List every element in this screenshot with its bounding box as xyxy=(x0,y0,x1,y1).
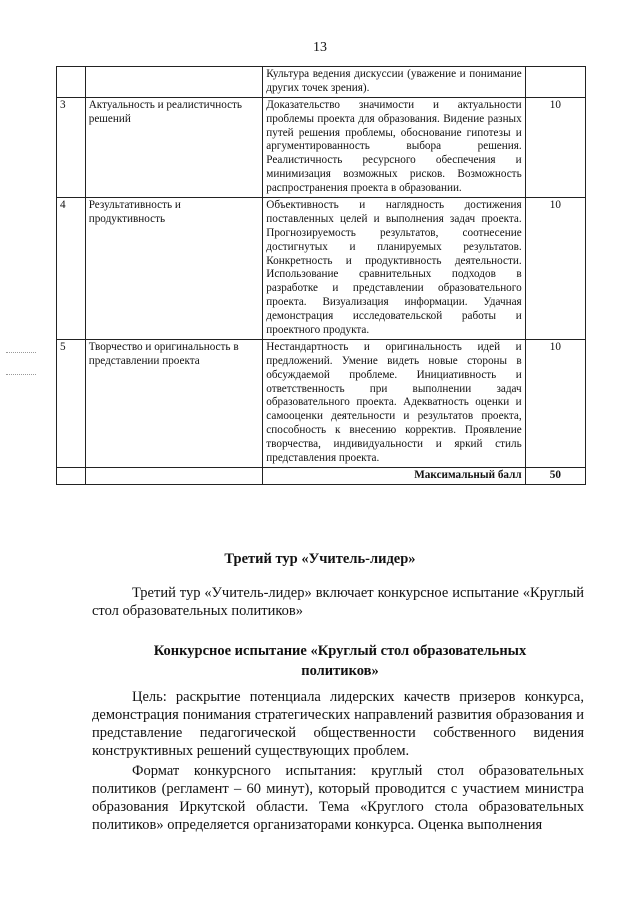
row-number: 3 xyxy=(57,97,86,197)
goal-paragraph xyxy=(92,688,584,760)
round-description-text: Третий тур «Учитель-лидер» включает конкурсное испытание «Круглый стол образовательных политиков» xyxy=(92,585,584,619)
row-number: 4 xyxy=(57,198,86,340)
row-number: 5 xyxy=(57,339,86,467)
total-label: Максимальный балл xyxy=(263,467,525,484)
row-criterion: Результативность и продуктивность xyxy=(85,198,263,340)
table-row xyxy=(57,339,586,467)
margin-mark xyxy=(6,352,36,353)
criteria-table xyxy=(56,66,586,485)
row-description: Доказательство значимости и актуальности проблемы проекта для образования. Видение разных путей решения проблемы, обоснование гипотезы и аргументированность выбора решения. Реалистичность ресурсного обеспечения и минимизация возможных рисков. Возможность распространения проекта в образовании. xyxy=(263,97,525,197)
row-description: Культура ведения дискуссии (уважение и понимание других точек зрения). xyxy=(263,67,525,98)
margin-mark xyxy=(6,374,36,375)
format-text: Формат конкурсного испытания: круглый стол образовательных политиков (регламент – 60 минут), который проводится с участием министра образования Иркутской области. Тема «Круглого стола образовательных политиков» определяется организаторами конкурса. Оценка выполнения xyxy=(92,763,584,833)
table-row xyxy=(57,67,586,98)
round-description xyxy=(92,584,584,620)
row-score: 10 xyxy=(525,198,585,340)
table-row xyxy=(57,97,586,197)
page-number: 13 xyxy=(313,40,327,55)
row-score: 10 xyxy=(525,339,585,467)
format-paragraph xyxy=(92,762,584,834)
table-row xyxy=(57,198,586,340)
row-score xyxy=(525,67,585,98)
goal-text: Цель: раскрытие потенциала лидерских качеств призеров конкурса, демонстрация понимания стратегических направлений развития образования и представление педагогической общественности собственного видения конструктивных решений существующих проблем. xyxy=(92,689,584,759)
table-total-row xyxy=(57,467,586,484)
empty-cell xyxy=(57,467,86,484)
row-description: Объективность и наглядность достижения поставленных целей и выполнения задач проекта. Прогнозируемость результатов, соотнесение достигнутых и планируемых результатов. Конкретность и продуктивность деятельности. Использование сравнительных подходов в разработке и представлении образовательного проекта. Визуализация информации. Удачная демонстрация исследовательской работы и проектного продукта. xyxy=(263,198,525,340)
row-criterion: Творчество и оригинальность в представлении проекта xyxy=(85,339,263,467)
total-score: 50 xyxy=(525,467,585,484)
round-heading: Третий тур «Учитель-лидер» xyxy=(224,551,416,567)
row-score: 10 xyxy=(525,97,585,197)
row-description: Нестандартность и оригинальность идей и предложений. Умение видеть новые стороны в обсуждаемой проблеме. Инициативность и ответственность при выполнении задач образовательного проекта. Адекватность оценки и самооценки деятельности и результатов проекта, способность к внесению корректив. Проявление творчества, индивидуальности и яркий стиль представления проекта. xyxy=(263,339,525,467)
empty-cell xyxy=(85,467,263,484)
row-criterion xyxy=(85,67,263,98)
section-heading: Конкурсное испытание «Круглый стол образовательных политиков» xyxy=(153,643,527,679)
row-criterion: Актуальность и реалистичность решений xyxy=(85,97,263,197)
row-number xyxy=(57,67,86,98)
